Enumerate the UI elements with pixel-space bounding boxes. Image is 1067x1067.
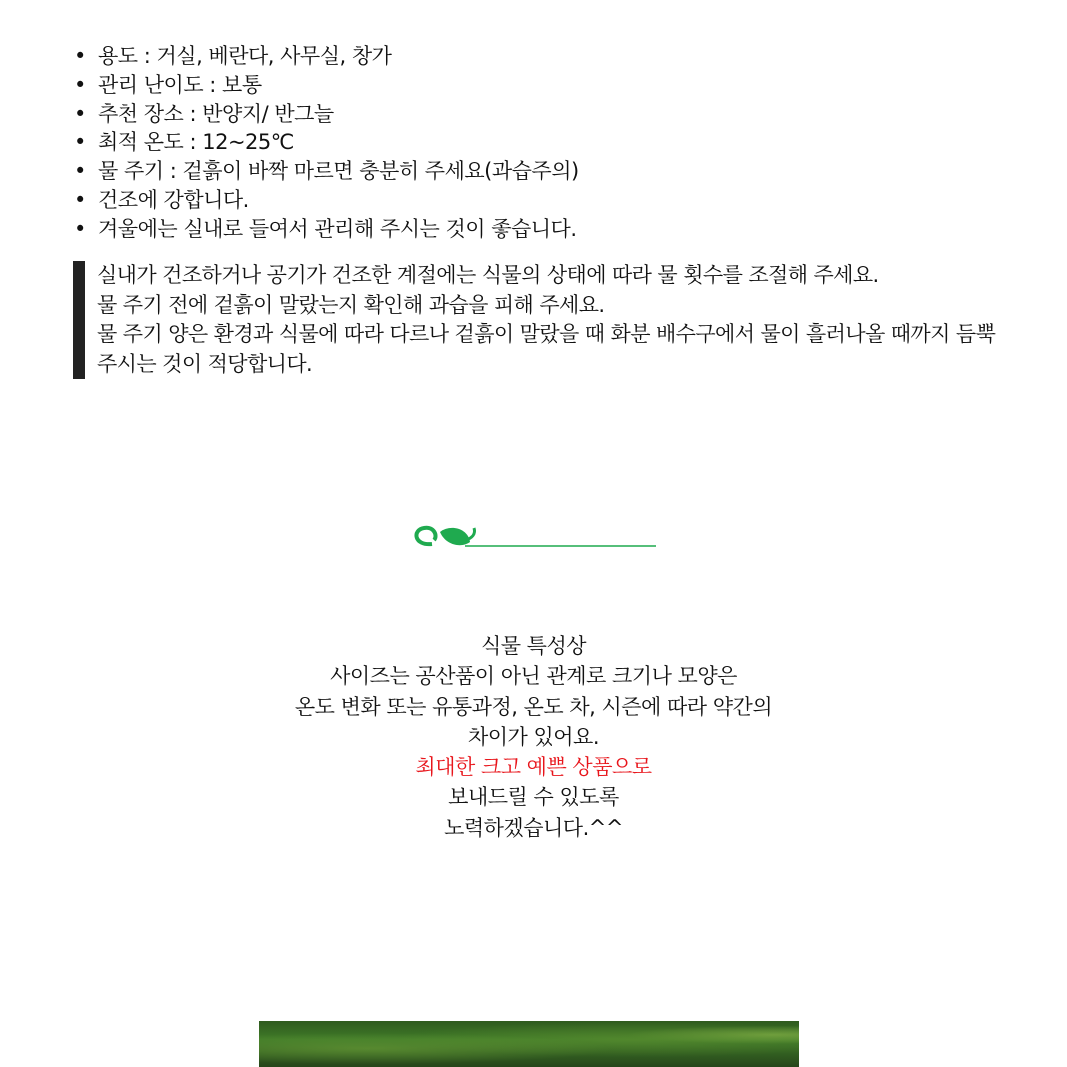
- notice-line: 식물 특성상: [480, 634, 587, 658]
- leaf-divider-icon: [410, 522, 660, 552]
- note-line: 물 주기 전에 겉흙이 말랐는지 확인해 과습을 피해 주세요.: [97, 292, 605, 317]
- notice-line: 사이즈는 공산품이 아닌 관계로 크기나 모양은: [330, 664, 737, 689]
- plant-photo: [259, 1021, 799, 1067]
- notice-line: 차이가 있어요.: [467, 724, 600, 749]
- size-notice: [0, 631, 1067, 843]
- note-line: 주시는 것이 적당합니다.: [97, 351, 313, 376]
- note-line: 실내가 건조하거나 공기가 건조한 계절에는 식물의 상태에 따라 물 횟수를 조절해 주세요.: [97, 263, 879, 287]
- list-item: • 최적 온도 : 12~25℃: [72, 128, 579, 157]
- list-item: • 용도 : 거실, 베란다, 사무실, 창가: [72, 42, 579, 71]
- list-item: • 건조에 강합니다.: [72, 186, 579, 215]
- list-item: • 추천 장소 : 반양지/ 반그늘: [72, 100, 579, 129]
- notice-highlight: 최대한 크고 예쁜 상품으로: [415, 755, 652, 780]
- list-item: • 물 주기 : 겉흙이 바짝 마르면 충분히 주세요(과습주의): [72, 157, 579, 186]
- list-item: • 겨울에는 실내로 들여서 관리해 주시는 것이 좋습니다.: [72, 215, 579, 244]
- note-line: 물 주기 양은 환경과 식물에 따라 다르나 겉흙이 말랐을 때 화분 배수구에서 물이 흘러나올 때까지 듬뿍: [97, 322, 996, 346]
- notice-line: 온도 변화 또는 유통과정, 온도 차, 시즌에 따라 약간의: [294, 694, 773, 719]
- notice-line: 보내드릴 수 있도록: [448, 785, 619, 810]
- care-info-list: [72, 42, 579, 244]
- notice-line: 노력하겠습니다.^^: [444, 815, 623, 840]
- watering-note: [73, 261, 1057, 379]
- list-item: • 관리 난이도 : 보통: [72, 71, 579, 100]
